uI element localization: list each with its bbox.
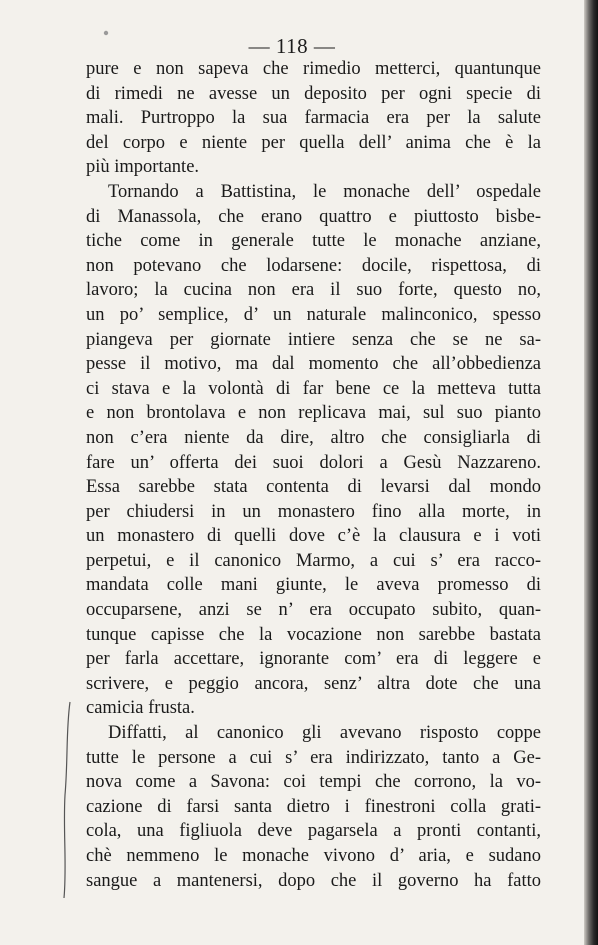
text-line: ci stava e la volontà di far bene ce la metteva tutta xyxy=(86,378,541,399)
text-line: un monastero di quelli dove c’è la clausura e i voti xyxy=(86,526,541,547)
text-line: sangue a mantenersi, dopo che il governo ha fatto xyxy=(86,870,541,891)
text-line: per farla accettare, ignorante com’ era di leggere e xyxy=(86,649,541,670)
text-line: nova come a Savona: coi tempi che corrono, la vo- xyxy=(86,772,541,793)
text-line: Essa sarebbe stata contenta di levarsi dal mondo xyxy=(86,477,541,498)
text-line: scrivere, e peggio ancora, senz’ altra dote che una xyxy=(86,673,541,694)
body-text xyxy=(86,57,541,893)
text-line: e non brontolava e non replicava mai, sul suo pianto xyxy=(86,403,541,424)
text-line: Tornando a Battistina, le monache dell’ ospedale xyxy=(108,181,541,202)
text-line: mali. Purtroppo la sua farmacia era per la salute xyxy=(86,108,541,129)
text-line: pure e non sapeva che rimedio metterci, quantunque xyxy=(86,59,541,79)
text-line: più importante. xyxy=(86,157,200,178)
text-line: non c’era niente da dire, altro che consigliarla di xyxy=(86,427,541,448)
text-line: tutte le persone a cui s’ era indirizzato, tanto a Ge- xyxy=(86,747,541,768)
text-line: del corpo e niente per quella dell’ anima che è la xyxy=(86,132,541,153)
text-line: chè nemmeno le monache vivono d’ aria, e sudano xyxy=(86,846,541,866)
text-line: di Manassola, che erano quattro e piuttosto bisbe- xyxy=(86,206,541,227)
text-line: un po’ semplice, d’ un naturale malinconico, spesso xyxy=(86,304,541,325)
text-line: perpetui, e il canonico Marmo, a cui s’ era racco- xyxy=(86,550,541,571)
binding-edge xyxy=(584,0,598,945)
text-line: lavoro; la cucina non era il suo forte, questo no, xyxy=(86,280,541,301)
text-line: camicia frusta. xyxy=(86,698,195,719)
text-line: di rimedi ne avesse un deposito per ogni specie di xyxy=(86,83,541,104)
text-line: tunque capisse che la vocazione non sarebbe bastata xyxy=(86,624,541,645)
ink-speck xyxy=(103,30,109,36)
text-line: piangeva per giornate intiere senza che se ne sa- xyxy=(86,329,541,350)
text-line: occuparsene, anzi se n’ era occupato subito, quan- xyxy=(86,600,541,621)
text-line: cazione di farsi santa dietro i finestroni colla grati- xyxy=(86,796,541,817)
text-line: mandata colle mani giunte, le aveva promesso di xyxy=(86,575,541,596)
page-number: — 118 — xyxy=(248,34,336,58)
text-line: per chiudersi in un monastero fino alla morte, in xyxy=(86,501,541,522)
text-line: Diffatti, al canonico gli avevano risposto coppe xyxy=(108,723,541,744)
text-line: pesse il motivo, ma dal momento che all’obbedienza xyxy=(86,354,541,375)
pencil-margin-mark xyxy=(58,700,78,900)
text-line: fare un’ offerta dei suoi dolori a Gesù Nazzareno. xyxy=(86,452,541,473)
text-line: tiche come in generale tutte le monache anziane, xyxy=(86,231,541,252)
text-line: non potevano che lodarsene: docile, rispettosa, di xyxy=(86,255,541,276)
text-line: cola, una figliuola deve pagarsela a pronti contanti, xyxy=(86,821,541,842)
